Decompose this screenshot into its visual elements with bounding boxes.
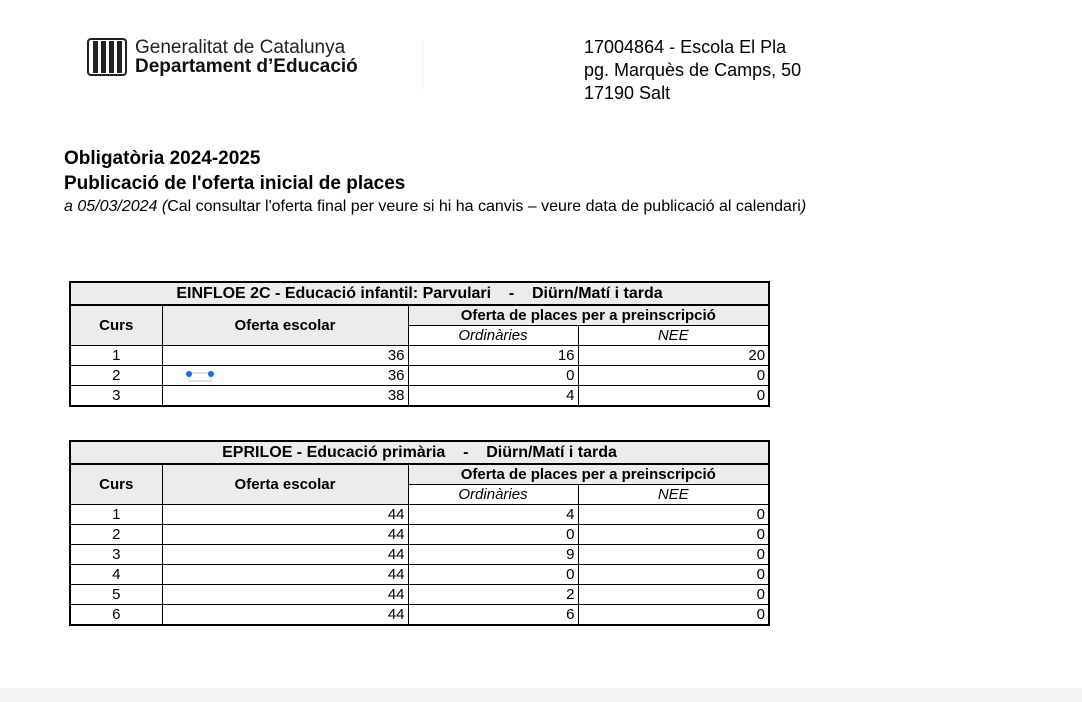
col-ordinaries: Ordinàries (408, 326, 578, 346)
cell-nee: 0 (578, 505, 769, 525)
cell-ordinaries: 6 (408, 605, 578, 626)
cell-nee: 0 (578, 545, 769, 565)
col-oferta-escolar: Oferta escolar (162, 305, 408, 346)
table-row (70, 366, 769, 386)
cell-curs: 2 (70, 525, 162, 545)
col-oferta-escolar: Oferta escolar (162, 464, 408, 505)
table-row (70, 585, 769, 605)
cell-oferta: 36 (162, 346, 408, 366)
school-name: 17004864 - Escola El Pla (584, 37, 787, 57)
table-row (70, 605, 769, 626)
note-end: ) (800, 198, 807, 215)
cell-nee: 0 (578, 605, 769, 626)
cell-ordinaries: 9 (408, 545, 578, 565)
col-preinscripcio: Oferta de places per a preinscripció (408, 464, 769, 485)
cell-oferta: 44 (162, 565, 408, 585)
cell-curs: 2 (70, 366, 162, 386)
school-city: 17190 Salt (584, 83, 671, 103)
table-row (70, 525, 769, 545)
cell-oferta: 44 (162, 505, 408, 525)
cell-ordinaries: 0 (408, 366, 578, 386)
cell-ordinaries: 16 (408, 346, 578, 366)
col-nee: NEE (578, 326, 769, 346)
cell-ordinaries: 4 (408, 386, 578, 407)
table-row (70, 505, 769, 525)
cell-curs: 4 (70, 565, 162, 585)
table-row (70, 545, 769, 565)
cell-curs: 1 (70, 346, 162, 366)
cell-curs: 6 (70, 605, 162, 626)
publication-note (64, 198, 806, 216)
col-curs: Curs (70, 305, 162, 346)
logo-line-2: Departament d’Educació (135, 56, 358, 77)
cell-nee: 0 (578, 585, 769, 605)
cell-nee: 0 (578, 525, 769, 545)
logo-line-1: Generalitat de Catalunya (135, 37, 346, 58)
cell-nee: 0 (578, 366, 769, 386)
cell-ordinaries: 0 (408, 565, 578, 585)
selection-handles[interactable] (185, 370, 215, 382)
note-text: Cal consultar l'oferta final per veure si hi ha canvis – veure data de publicació al calendari (167, 198, 801, 215)
cell-nee: 0 (578, 565, 769, 585)
cell-oferta: 44 (162, 585, 408, 605)
cell-oferta: 44 (162, 545, 408, 565)
cell-nee: 20 (578, 346, 769, 366)
generalitat-logo (87, 38, 358, 76)
title-line-1: Obligatòria 2024-2025 (64, 148, 261, 169)
cell-curs: 5 (70, 585, 162, 605)
cell-oferta: 38 (162, 386, 408, 407)
school-street: pg. Marquès de Camps, 50 (584, 60, 802, 80)
cell-curs: 3 (70, 545, 162, 565)
document-title (64, 146, 405, 196)
offer-table-primaria (69, 440, 770, 626)
col-curs: Curs (70, 464, 162, 505)
cell-curs: 1 (70, 505, 162, 525)
divider (422, 40, 423, 90)
col-nee: NEE (578, 485, 769, 505)
table-title: EPRILOE - Educació primària - Diürn/Matí i tarda (70, 441, 769, 464)
cell-oferta: 44 (162, 525, 408, 545)
footer-strip (0, 688, 1082, 702)
publication-date: a 05/03/2024 ( (64, 198, 168, 215)
table-row (70, 386, 769, 407)
offer-table-infantil (69, 281, 770, 407)
cell-ordinaries: 2 (408, 585, 578, 605)
table-row (70, 565, 769, 585)
title-line-2: Publicació de l'oferta inicial de places (64, 173, 406, 194)
cell-oferta: 44 (162, 605, 408, 626)
cell-ordinaries: 0 (408, 525, 578, 545)
cell-nee: 0 (578, 386, 769, 407)
col-preinscripcio: Oferta de places per a preinscripció (408, 305, 769, 326)
table-title: EINFLOE 2C - Educació infantil: Parvulari - Diürn/Matí i tarda (70, 282, 769, 305)
cell-oferta: 36 (162, 366, 408, 386)
school-address (584, 36, 801, 105)
table-row (70, 346, 769, 366)
col-ordinaries: Ordinàries (408, 485, 578, 505)
cell-curs: 3 (70, 386, 162, 407)
generalitat-shield-icon (87, 38, 127, 76)
cell-ordinaries: 4 (408, 505, 578, 525)
